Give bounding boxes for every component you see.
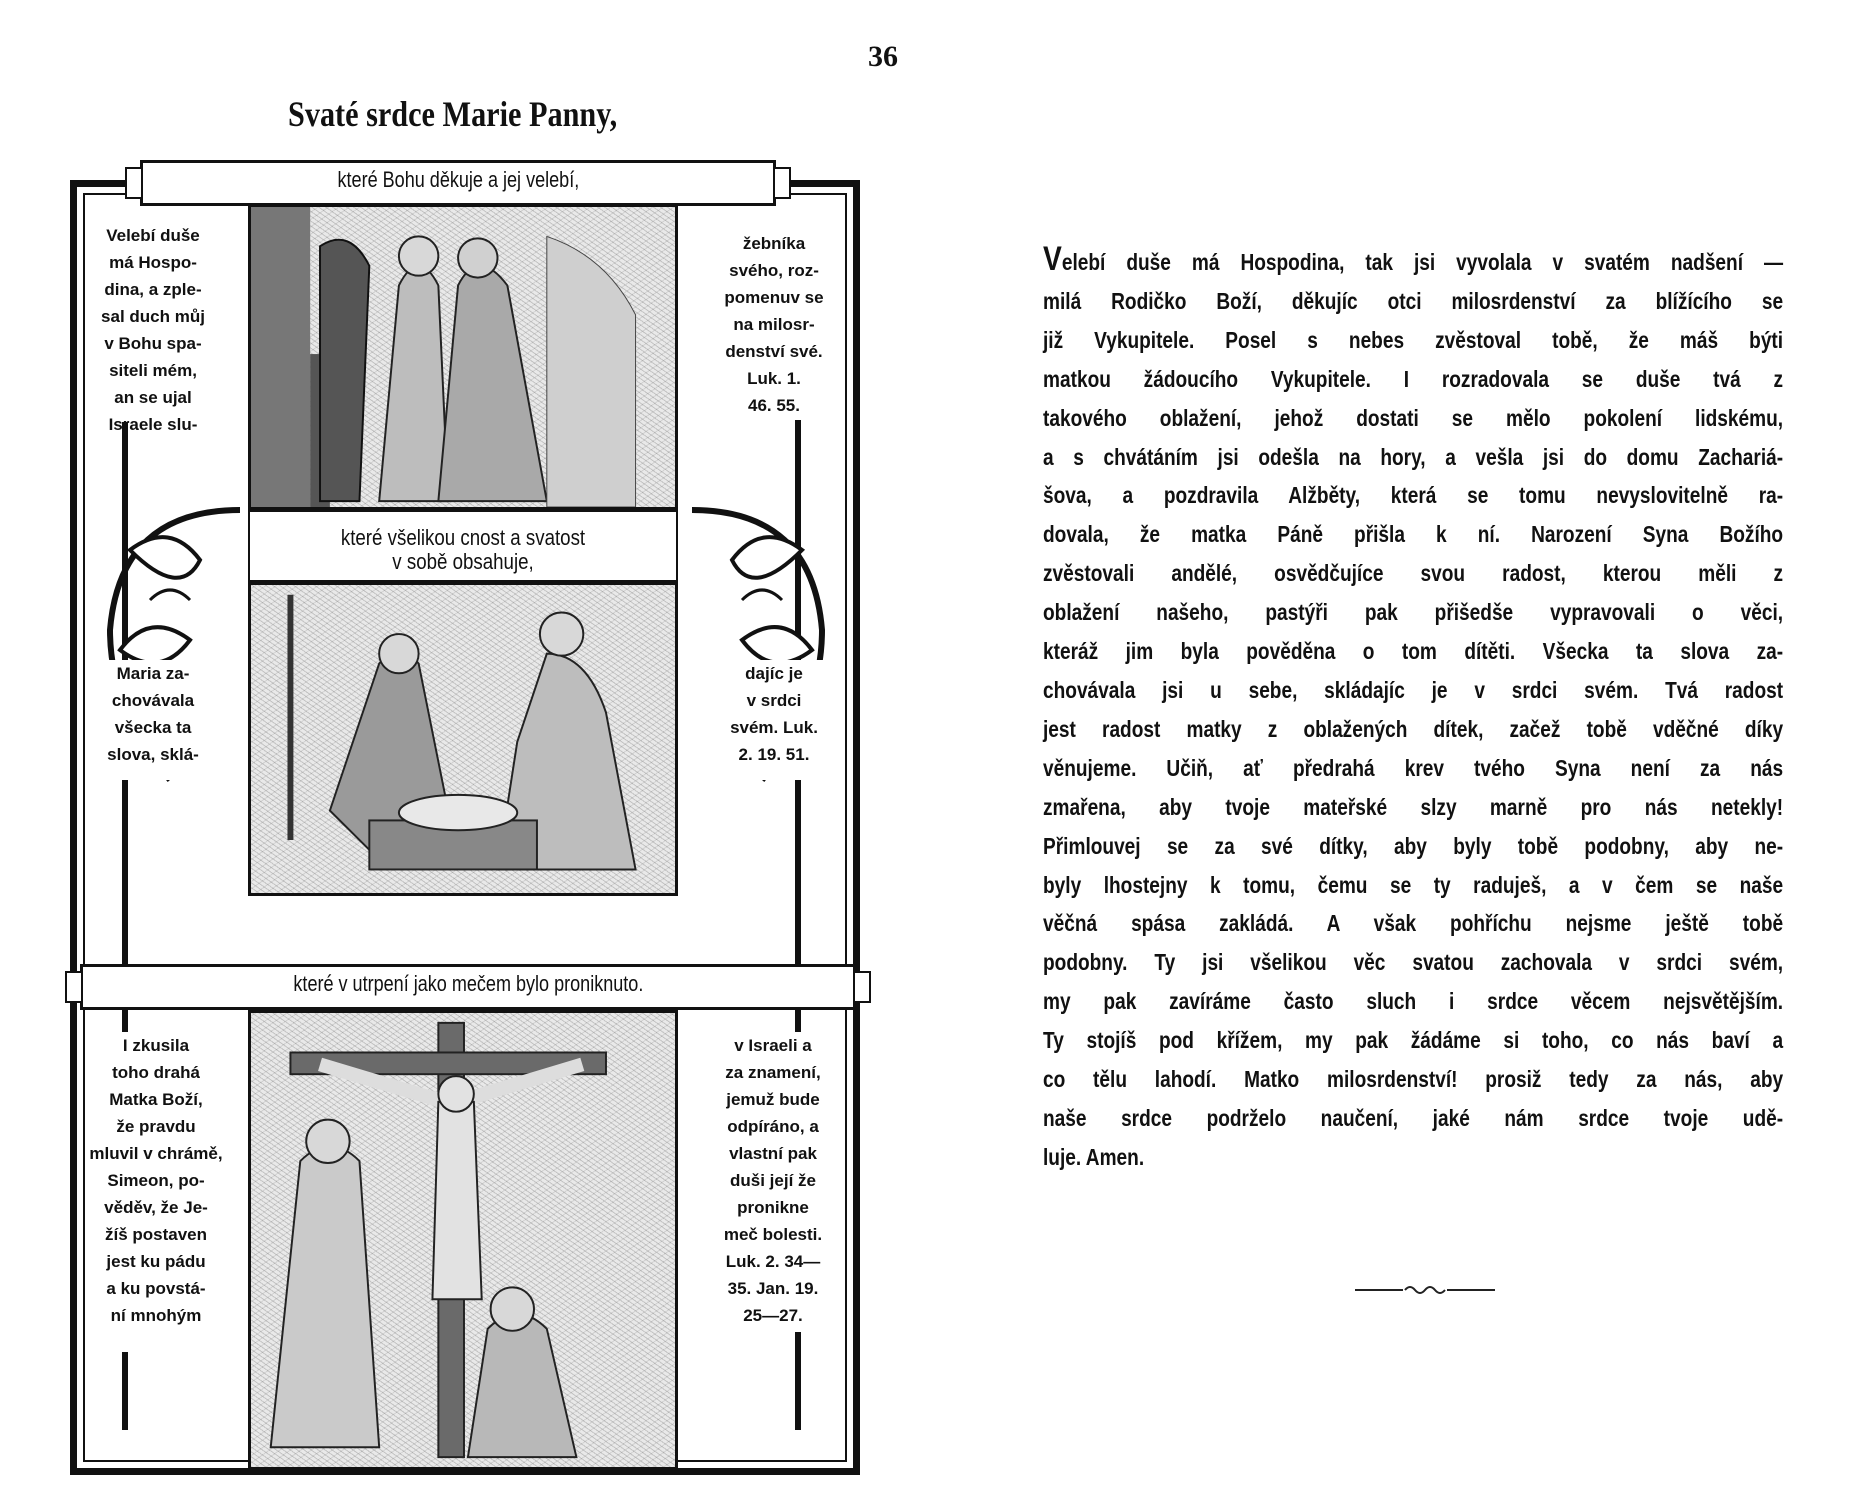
plate-title: Svaté srdce Marie Panny,: [288, 94, 618, 134]
prayer-line: [1043, 240, 1783, 282]
panel1-right-line: na milosr-: [733, 315, 815, 334]
panel3-left-line: Matka Boží,: [109, 1090, 203, 1109]
prayer-line: matkou žádoucího Vykupitele. I rozradovala se duše tvá z: [1043, 365, 1784, 392]
prayer-line: co tělu lahodí. Matko milosrdenství! prosiž tedy za nás, aby: [1043, 1066, 1784, 1093]
banner-bottom: [80, 964, 856, 1010]
visitation-engraving: [248, 204, 678, 510]
caption-middle-line: které všelikou cnost a svatost: [340, 525, 586, 550]
panel2-left-line: chovávala: [111, 691, 195, 710]
panel2-right-line: svém. Luk.: [730, 718, 818, 737]
panel3-left-line: toho drahá: [112, 1063, 200, 1082]
prayer-line: kteráž jim byla pověděna o tom dítěti. Všecka ta slova za-: [1043, 638, 1784, 665]
panel1-left-line: siteli mém,: [109, 361, 197, 380]
prayer-line: zmařena, aby tvoje mateřské slzy marně pro nás netekly!: [1043, 793, 1784, 820]
nativity-engraving: [248, 582, 678, 896]
panel3-right-text: [708, 1032, 838, 1332]
tailpiece-ornament: [1355, 1284, 1495, 1296]
panel3-left-line: že pravdu: [116, 1117, 196, 1136]
panel3-right-line: jemuž bude: [726, 1090, 820, 1109]
panel3-right-line: vlastní pak: [729, 1144, 817, 1163]
prayer-line: takového oblažení, jehož dostati se mělo pokolení lidskému,: [1043, 404, 1784, 431]
prayer-line: věnujeme. Učiň, ať předrahá krev tvého Syna není za nás: [1043, 754, 1784, 781]
panel1-right-line: pomenuv se: [724, 288, 824, 307]
panel2-left-line: Maria za-: [116, 664, 190, 683]
prayer-line: podobny. Ty jsi všelikou věc svatou zachovala v srdci svém,: [1043, 949, 1784, 976]
panel2-left-line: všecka ta: [114, 718, 192, 737]
panel1-right-line: 46. 55.: [748, 396, 800, 415]
panel3-left-line: Simeon, po-: [107, 1171, 205, 1190]
panel3-right-line: meč bolesti.: [723, 1225, 823, 1244]
prayer-line: věčná spása zakládá. A však pohříchu nejsme ještě tobě: [1043, 910, 1784, 937]
panel2-right-line: 2. 19. 51.: [738, 745, 810, 764]
panel1-right-line: denství své.: [725, 342, 823, 361]
panel1-left-text: [90, 222, 216, 434]
panel3-right-line: v Israeli a: [734, 1036, 812, 1055]
drop-cap: V: [1043, 240, 1062, 278]
prayer-line: dovala, že matka Páně přišla k ní. Narození Syna Božího: [1043, 521, 1784, 548]
page-number: 36: [868, 40, 898, 73]
prayer-line: jest radost matky z oblažených dítek, začež tobě vděčné díky: [1043, 715, 1784, 742]
banner-top: [140, 160, 776, 206]
engraved-plate: [50, 150, 878, 1485]
caption-middle: [248, 510, 678, 582]
panel3-right-line: pronikne: [737, 1198, 809, 1217]
panel1-left-line: sal duch můj: [101, 307, 205, 326]
panel3-left-line: věděv, že Je-: [104, 1198, 208, 1217]
panel3-right-line: za znamení,: [725, 1063, 821, 1082]
prayer-line: šova, a pozdravila Alžběty, která se tomu nevyslovitelně ra-: [1043, 482, 1784, 509]
prayer-line-text: elebí duše má Hospodina, tak jsi vyvolala v svatém nadšení —: [1061, 249, 1784, 275]
panel2-right-line: v srdci: [746, 691, 802, 710]
prayer-line: chovávala jsi u sebe, skládajíc je v srdci svém. Tvá radost: [1043, 676, 1784, 703]
panel3-right-line: duši její že: [730, 1171, 816, 1190]
panel2-left-text: [90, 660, 216, 780]
panel3-left-text: [86, 1032, 226, 1352]
prayer-line: a s chvátáním jsi odešla na hory, a vešla jsi do domu Zachariá-: [1043, 443, 1784, 470]
prayer-line: zvěstovali andělé, osvědčujíce svou radost, kterou měli z: [1043, 560, 1784, 587]
prayer-line: naše srdce podrželo naučení, jaké nám srdce tvoje udě-: [1043, 1104, 1784, 1131]
panel3-left-line: jest ku pádu: [106, 1252, 206, 1271]
panel1-left-line: má Hospo-: [109, 253, 197, 272]
prayer-line: byly lhostejny k tomu, čemu se ty raduješ, a v čem se naše: [1043, 871, 1784, 898]
panel1-left-line: dina, a zple-: [104, 280, 202, 299]
crucifixion-engraving: [248, 1010, 678, 1470]
panel1-left-line: an se ujal: [114, 388, 192, 407]
prayer-line: oblažení našeho, pastýři pak přišedše vypravovali o věci,: [1043, 599, 1784, 626]
panel2-right-text: [714, 660, 834, 780]
panel3-left-line: a ku povstá-: [106, 1279, 206, 1298]
banner-bottom-text: které v utrpení jako mečem bylo proniknuto.: [293, 971, 643, 996]
prayer-line: milá Rodičko Boží, děkujíc otci milosrdenství za blížícího se: [1043, 287, 1784, 314]
prayer-line: luje. Amen.: [1043, 1143, 1145, 1170]
prayer-line: Přimlouvej se za své dítky, aby byly tobě podobny, aby ne-: [1043, 832, 1784, 859]
panel3-right-line: odpíráno, a: [727, 1117, 819, 1136]
panel1-left-line: v Bohu spa-: [104, 334, 202, 353]
panel3-right-line: 25—27.: [743, 1306, 803, 1325]
panel3-left-line: ní mnohým: [110, 1306, 202, 1325]
panel1-right-line: žebníka: [742, 234, 806, 253]
panel3-left-line: I zkusila: [122, 1036, 190, 1055]
panel3-left-line: žíš postaven: [104, 1225, 208, 1244]
panel1-right-line: Luk. 1.: [747, 369, 801, 388]
prayer-line: již Vykupitele. Posel s nebes zvěstoval tobě, že máš býti: [1043, 326, 1784, 353]
prayer-line: Ty stojíš pod křížem, my pak žádáme si toho, co nás baví a: [1043, 1027, 1784, 1054]
panel3-right-line: Luk. 2. 34—: [725, 1252, 821, 1271]
banner-top-text: které Bohu děkuje a jej velebí,: [337, 167, 579, 192]
panel1-left-line: Velebí duše: [106, 226, 200, 245]
panel1-left-line: Israele slu-: [108, 415, 198, 434]
prayer-text: [1043, 240, 1783, 1177]
panel3-right-line: 35. Jan. 19.: [727, 1279, 819, 1298]
panel1-right-text: [714, 230, 834, 420]
caption-middle-line: v sobě obsahuje,: [392, 549, 534, 574]
prayer-line: my pak zavíráme často sluch i srdce věcem nejsvětějším.: [1043, 988, 1784, 1015]
panel2-left-line: slova, sklá-: [107, 745, 199, 764]
panel1-right-line: svého, roz-: [729, 261, 819, 280]
panel2-right-line: dajíc je: [745, 664, 803, 683]
panel3-left-line: mluvil v chrámě,: [89, 1144, 223, 1163]
